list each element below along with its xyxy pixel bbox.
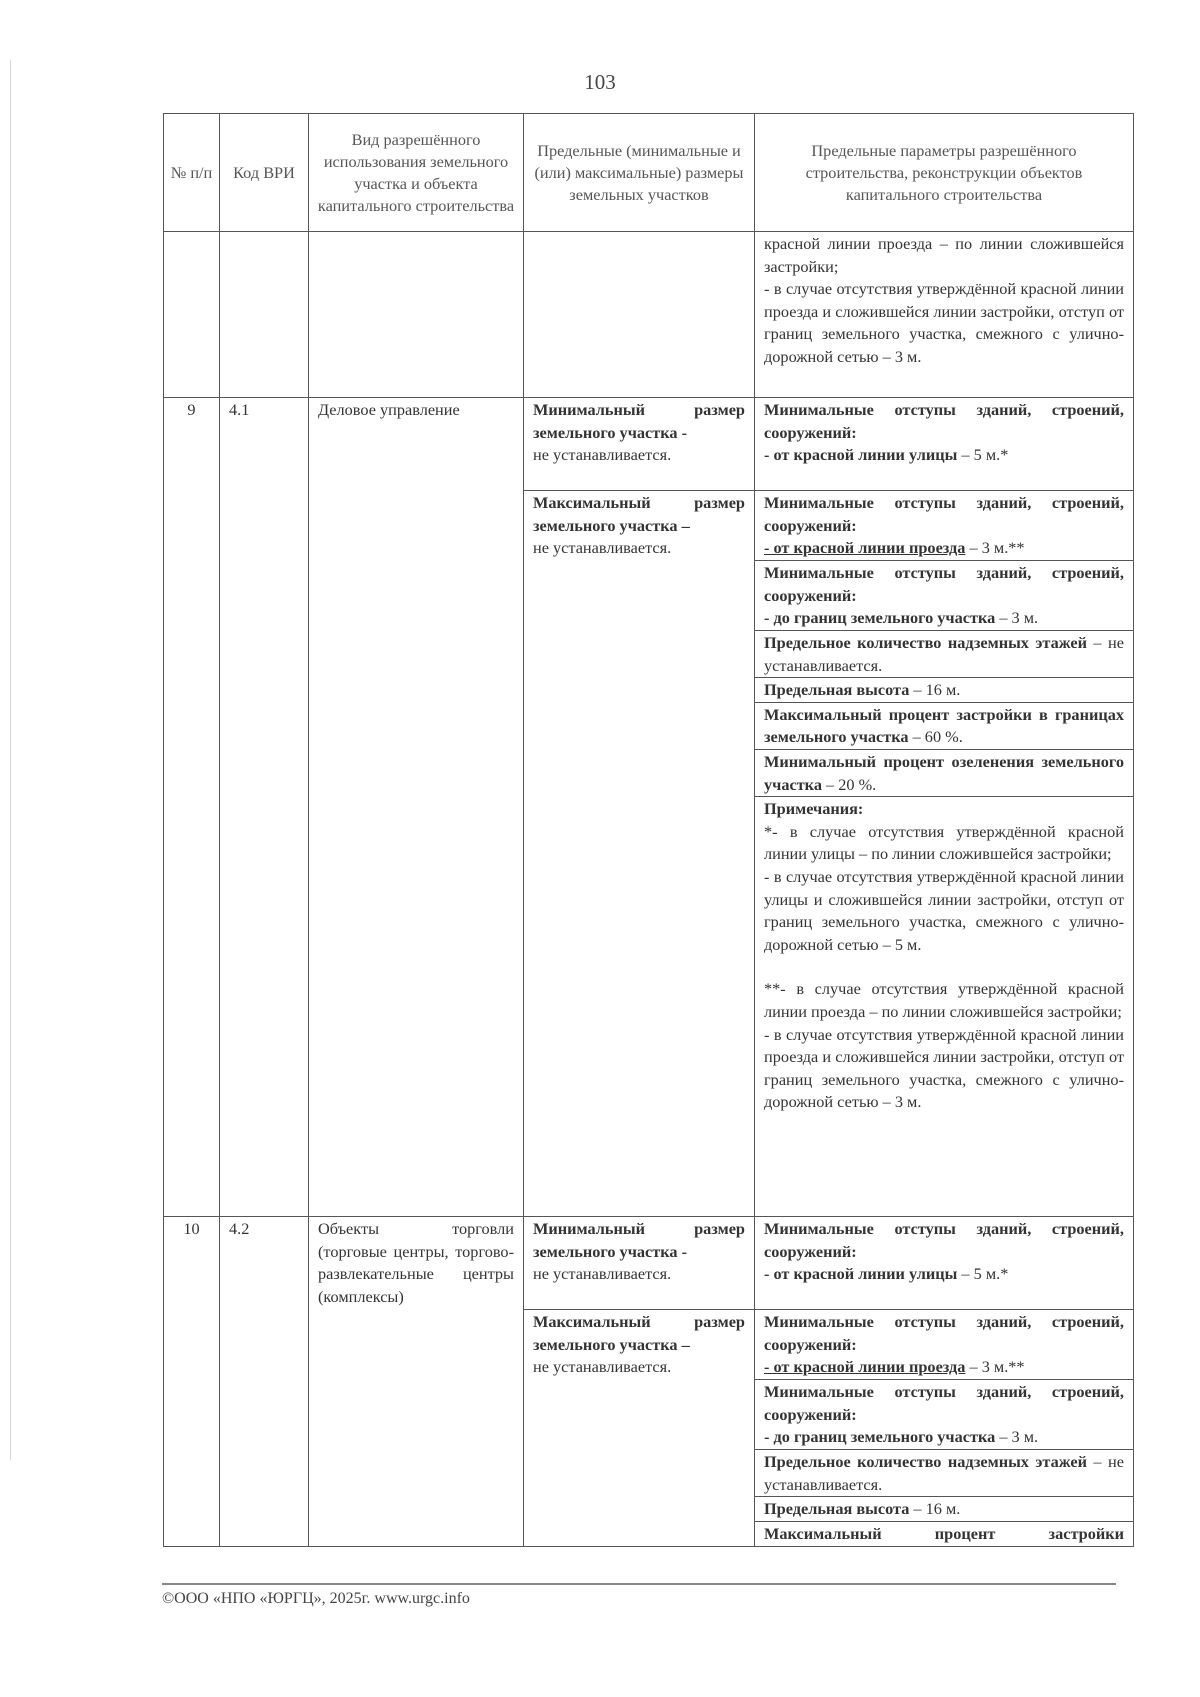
row9-notes bbox=[755, 797, 1134, 1217]
regulations-table bbox=[163, 113, 1134, 1547]
row9-note-4: - в случае отсутствия утверждённой красной линии проезда и сложившейся линии застройки, отступ от границ земельного участка, смежного с улично-дорожной сетью – 3 м. bbox=[764, 1024, 1124, 1112]
row10-p1-title: Минимальные отступы зданий, строений, сооружений: bbox=[764, 1219, 1124, 1261]
row9-p2-title: Минимальные отступы зданий, строений, сооружений: bbox=[764, 493, 1124, 535]
row9-p1-line: - от красной линии улицы bbox=[764, 445, 958, 465]
row9-p6-value: – 60 %. bbox=[908, 727, 963, 747]
row10-p2-title: Минимальные отступы зданий, строений, сооружений: bbox=[764, 1312, 1124, 1354]
table-row-9 bbox=[164, 398, 1134, 491]
row10-p2-value: – 3 м.** bbox=[965, 1357, 1025, 1377]
header-params: Предельные параметры разрешённого строительства, реконструкции объектов капитального строительства bbox=[755, 114, 1134, 232]
page-number: 103 bbox=[584, 70, 616, 94]
row10-p1-line: - от красной линии улицы bbox=[764, 1264, 958, 1284]
row9-num: 9 bbox=[164, 398, 220, 1217]
row9-p1-title: Минимальные отступы зданий, строений, сооружений: bbox=[764, 400, 1124, 442]
row9-p7-label: Минимальный процент озеленения земельного участка bbox=[764, 751, 1124, 794]
row10-min-title: Минимальный размер земельного участка - bbox=[533, 1219, 745, 1261]
row9-p4-label: Предельное количество надземных этажей bbox=[764, 633, 1087, 652]
footer-rule bbox=[162, 1583, 1116, 1585]
header-code: Код ВРИ bbox=[220, 114, 309, 232]
continuation-line-2: - в случае отсутствия утверждённой красной линии проезда и сложившейся линии застройки, отступ от границ земельного участка, смежного с улично-дорожной сетью – 3 м. bbox=[764, 279, 1124, 366]
row9-p3-value: – 3 м. bbox=[995, 608, 1039, 628]
table-header-row bbox=[164, 114, 1134, 232]
row10-p5-value: – 16 м. bbox=[909, 1499, 961, 1519]
footer-copyright: ©ООО «НПО «ЮРГЦ», 2025г. www.urgc.info bbox=[162, 1590, 470, 1607]
row10-max-size bbox=[524, 1310, 755, 1546]
row9-max-value: не устанавливается. bbox=[533, 538, 672, 558]
row9-note-1: *- в случае отсутствия утверждённой красной линии улицы – по линии сложившейся застройки; bbox=[764, 821, 1124, 864]
row10-param-floors bbox=[755, 1450, 1134, 1497]
row9-min-size bbox=[524, 398, 755, 491]
row9-param-street-setback bbox=[755, 398, 1134, 491]
row10-min-size bbox=[524, 1217, 755, 1310]
row9-max-size bbox=[524, 491, 755, 1217]
row10-p5-label: Предельная высота bbox=[764, 1499, 910, 1519]
row9-p3-line: - до границ земельного участка bbox=[764, 608, 996, 628]
header-size: Предельные (минимальные и (или) максимальные) размеры земельных участков bbox=[524, 114, 755, 232]
row10-p1-value: – 5 м.* bbox=[957, 1264, 1009, 1284]
row10-param-coverage bbox=[755, 1521, 1134, 1546]
row9-param-height bbox=[755, 678, 1134, 703]
row9-param-passage-setback bbox=[755, 491, 1134, 561]
row9-note-2: - в случае отсутствия утверждённой красной линии улицы и сложившейся линии застройки, отступ от границ земельного участка, смежного с улично-дорожной сетью – 5 м. bbox=[764, 866, 1124, 954]
row9-param-boundary-setback bbox=[755, 561, 1134, 631]
header-num: № п/п bbox=[164, 114, 220, 232]
row9-param-greening bbox=[755, 749, 1134, 796]
row10-param-boundary-setback bbox=[755, 1380, 1134, 1450]
row9-notes-title: Примечания: bbox=[764, 799, 864, 819]
row10-p3-line: - до границ земельного участка bbox=[764, 1427, 996, 1447]
row10-p6-label: Максимальный процент застройки bbox=[764, 1523, 1124, 1543]
row10-code: 4.2 bbox=[220, 1217, 309, 1546]
row10-param-height bbox=[755, 1497, 1134, 1522]
row9-p7-value: – 20 %. bbox=[821, 774, 877, 794]
row10-max-value: не устанавливается. bbox=[533, 1357, 672, 1377]
table-row-continuation bbox=[164, 232, 1134, 398]
row10-num: 10 bbox=[164, 1217, 220, 1546]
row9-p5-label: Предельная высота bbox=[764, 680, 910, 700]
row10-p3-title: Минимальные отступы зданий, строений, сооружений: bbox=[764, 1382, 1124, 1424]
continuation-cell bbox=[755, 232, 1134, 398]
row9-note-3: **- в случае отсутствия утверждённой красной линии проезда – по линии сложившейся застройки; bbox=[764, 979, 1124, 1021]
row9-min-title: Минимальный размер земельного участка - bbox=[533, 400, 745, 442]
row10-p2-line: - от красной линии проезда bbox=[764, 1357, 966, 1377]
row10-p4-label: Предельное количество надземных этажей bbox=[764, 1452, 1087, 1472]
row10-param-street-setback bbox=[755, 1217, 1134, 1310]
row9-min-value: не устанавливается. bbox=[533, 445, 672, 465]
row9-p4-value: – не устанавливается. bbox=[764, 633, 1124, 675]
continuation-line-1: красной линии проезда – по линии сложившейся застройки; bbox=[764, 234, 1124, 276]
row9-kind: Деловое управление bbox=[309, 398, 524, 1217]
header-kind: Вид разрешённого использования земельного участка и объекта капитального строительства bbox=[309, 114, 524, 232]
row9-p6-label: Максимальный процент застройки в границах земельного участка bbox=[764, 704, 1124, 747]
row9-param-floors bbox=[755, 631, 1134, 678]
row10-kind: Объекты торговли (торговые центры, торгово-развлекательные центры (комплексы) bbox=[309, 1217, 524, 1546]
row9-p2-line: - от красной линии проезда bbox=[764, 538, 966, 558]
row10-param-passage-setback bbox=[755, 1310, 1134, 1380]
row9-p5-value: – 16 м. bbox=[909, 680, 961, 700]
row10-p3-value: – 3 м. bbox=[995, 1427, 1039, 1447]
row9-p2-value: – 3 м.** bbox=[965, 538, 1025, 558]
table-row-10 bbox=[164, 1217, 1134, 1310]
scan-margin-line bbox=[10, 60, 11, 1460]
row10-p4-value: – не устанавливается. bbox=[764, 1452, 1124, 1494]
row10-max-title: Максимальный размер земельного участка – bbox=[533, 1312, 745, 1354]
row9-p1-value: – 5 м.* bbox=[957, 445, 1009, 465]
row9-code: 4.1 bbox=[220, 398, 309, 1217]
row9-max-title: Максимальный размер земельного участка – bbox=[533, 493, 745, 535]
row10-min-value: не устанавливается. bbox=[533, 1264, 672, 1284]
row9-p3-title: Минимальные отступы зданий, строений, сооружений: bbox=[764, 563, 1124, 605]
row9-param-coverage bbox=[755, 702, 1134, 749]
